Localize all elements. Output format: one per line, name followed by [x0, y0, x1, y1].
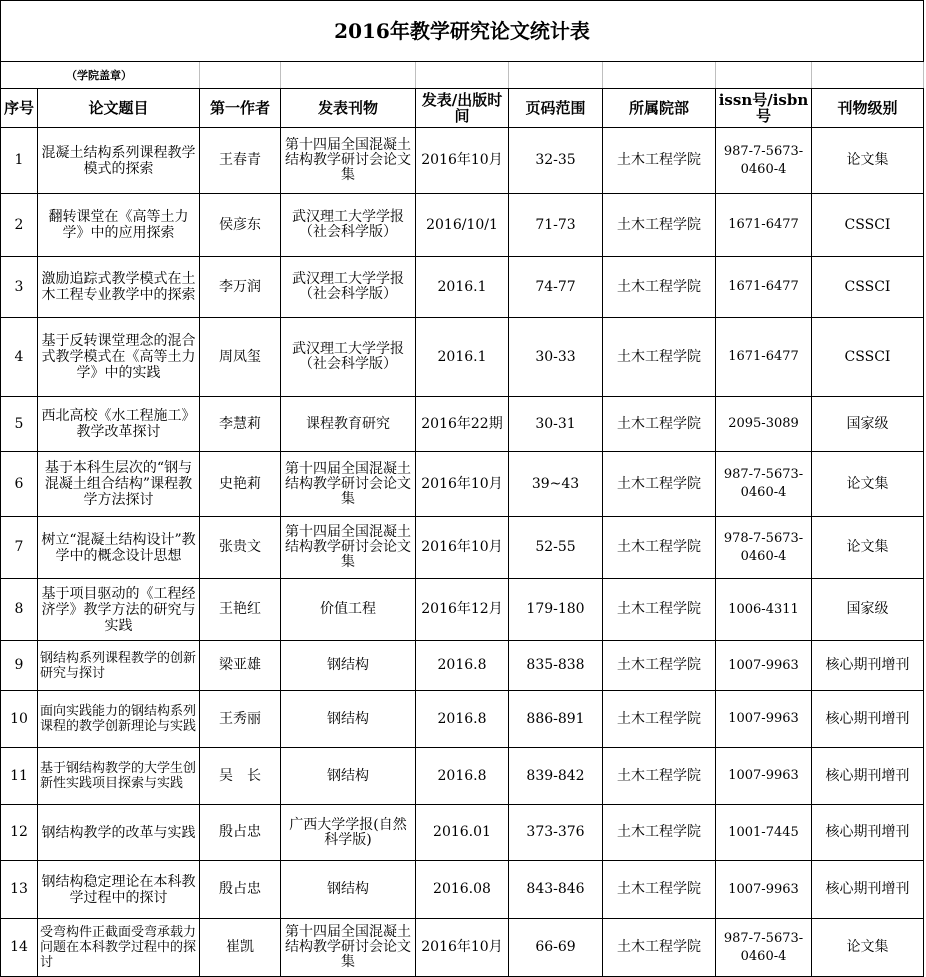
stamp-row: [1, 62, 924, 89]
cell-first-author: 王春青: [200, 128, 281, 194]
cell-journal-level: CSSCI: [812, 194, 924, 257]
cell-issn: 1007-9963: [716, 641, 812, 691]
table-row: [1, 257, 924, 318]
cell-issn: 1001-7445: [716, 805, 812, 861]
cell-page-range: 32-35: [509, 128, 603, 194]
cell-journal-level: CSSCI: [812, 257, 924, 318]
empty-cell: [200, 62, 281, 89]
cell-journal: 价值工程: [281, 579, 416, 641]
header-department: 所属院部: [603, 89, 716, 128]
college-stamp-label: （学院盖章）: [1, 62, 200, 89]
cell-journal: 钢结构: [281, 691, 416, 748]
empty-cell: [509, 62, 603, 89]
cell-journal-level: 国家级: [812, 397, 924, 452]
cell-paper-title: 西北高校《水工程施工》教学改革探讨: [38, 397, 200, 452]
cell-index: 8: [1, 579, 38, 641]
cell-first-author: 崔凯: [200, 919, 281, 977]
cell-issn: 1671-6477: [716, 194, 812, 257]
cell-publish-date: 2016.8: [416, 641, 509, 691]
cell-journal: 钢结构: [281, 641, 416, 691]
cell-paper-title: 树立“混凝土结构设计”教学中的概念设计思想: [38, 517, 200, 579]
cell-index: 1: [1, 128, 38, 194]
cell-first-author: 侯彦东: [200, 194, 281, 257]
header-page-range: 页码范围: [509, 89, 603, 128]
cell-paper-title: 基于反转课堂理念的混合式教学模式在《高等土力学》中的实践: [38, 318, 200, 397]
cell-index: 9: [1, 641, 38, 691]
table-row: [1, 194, 924, 257]
cell-page-range: 179-180: [509, 579, 603, 641]
cell-publish-date: 2016年10月: [416, 517, 509, 579]
cell-journal: 第十四届全国混凝土结构教学研讨会论文集: [281, 517, 416, 579]
cell-issn: 1007-9963: [716, 861, 812, 919]
cell-publish-date: 2016年10月: [416, 128, 509, 194]
cell-index: 12: [1, 805, 38, 861]
cell-issn: 1007-9963: [716, 748, 812, 805]
cell-issn: 1671-6477: [716, 257, 812, 318]
cell-page-range: 52-55: [509, 517, 603, 579]
cell-index: 11: [1, 748, 38, 805]
cell-department: 土木工程学院: [603, 805, 716, 861]
cell-publish-date: 2016.01: [416, 805, 509, 861]
cell-index: 4: [1, 318, 38, 397]
header-row: [1, 89, 924, 128]
table-row: [1, 861, 924, 919]
cell-department: 土木工程学院: [603, 128, 716, 194]
header-journal-level: 刊物级别: [812, 89, 924, 128]
cell-paper-title: 钢结构教学的改革与实践: [38, 805, 200, 861]
cell-journal-level: 论文集: [812, 517, 924, 579]
cell-first-author: 张贵文: [200, 517, 281, 579]
cell-publish-date: 2016.1: [416, 257, 509, 318]
header-paper-title: 论文题目: [38, 89, 200, 128]
header-issn: issn号/isbn号: [716, 89, 812, 128]
cell-paper-title: 激励追踪式教学模式在土木工程专业教学中的探索: [38, 257, 200, 318]
cell-first-author: 殷占忠: [200, 805, 281, 861]
cell-paper-title: 钢结构系列课程教学的创新研究与探讨: [38, 641, 200, 691]
cell-first-author: 李慧莉: [200, 397, 281, 452]
cell-department: 土木工程学院: [603, 691, 716, 748]
cell-journal-level: 核心期刊增刊: [812, 861, 924, 919]
cell-department: 土木工程学院: [603, 257, 716, 318]
cell-publish-date: 2016年22期: [416, 397, 509, 452]
cell-journal-level: 核心期刊增刊: [812, 691, 924, 748]
cell-first-author: 梁亚雄: [200, 641, 281, 691]
cell-journal: 钢结构: [281, 861, 416, 919]
cell-paper-title: 翻转课堂在《高等土力学》中的应用探索: [38, 194, 200, 257]
cell-first-author: 李万润: [200, 257, 281, 318]
cell-journal-level: 核心期刊增刊: [812, 805, 924, 861]
cell-journal: 第十四届全国混凝土结构教学研讨会论文集: [281, 919, 416, 977]
table-row: [1, 128, 924, 194]
cell-page-range: 39~43: [509, 452, 603, 517]
cell-index: 14: [1, 919, 38, 977]
empty-cell: [812, 62, 924, 89]
cell-issn: 1006-4311: [716, 579, 812, 641]
cell-journal: 武汉理工大学学报（社会科学版）: [281, 194, 416, 257]
cell-index: 7: [1, 517, 38, 579]
cell-first-author: 殷占忠: [200, 861, 281, 919]
table-row: [1, 691, 924, 748]
cell-page-range: 71-73: [509, 194, 603, 257]
cell-index: 13: [1, 861, 38, 919]
cell-page-range: 30-33: [509, 318, 603, 397]
cell-index: 3: [1, 257, 38, 318]
cell-page-range: 74-77: [509, 257, 603, 318]
cell-index: 5: [1, 397, 38, 452]
table-row: [1, 919, 924, 977]
table-row: [1, 579, 924, 641]
cell-journal: 第十四届全国混凝土结构教学研讨会论文集: [281, 128, 416, 194]
cell-paper-title: 面向实践能力的钢结构系列课程的教学创新理论与实践: [38, 691, 200, 748]
cell-paper-title: 基于项目驱动的《工程经济学》教学方法的研究与实践: [38, 579, 200, 641]
header-index: 序号: [1, 89, 38, 128]
cell-publish-date: 2016.8: [416, 748, 509, 805]
cell-department: 土木工程学院: [603, 579, 716, 641]
cell-journal: 课程教育研究: [281, 397, 416, 452]
cell-paper-title: 钢结构稳定理论在本科教学过程中的探讨: [38, 861, 200, 919]
cell-index: 6: [1, 452, 38, 517]
table-row: [1, 748, 924, 805]
cell-paper-title: 受弯构件正截面受弯承载力问题在本科教学过程中的探讨: [38, 919, 200, 977]
cell-issn: 2095-3089: [716, 397, 812, 452]
cell-issn: 1007-9963: [716, 691, 812, 748]
cell-paper-title: 混凝土结构系列课程教学模式的探索: [38, 128, 200, 194]
cell-first-author: 王艳红: [200, 579, 281, 641]
header-first-author: 第一作者: [200, 89, 281, 128]
cell-journal-level: 核心期刊增刊: [812, 748, 924, 805]
cell-index: 10: [1, 691, 38, 748]
header-publish-date: 发表/出版时间: [416, 89, 509, 128]
cell-journal-level: 论文集: [812, 128, 924, 194]
cell-paper-title: 基于本科生层次的“钢与混凝土组合结构”课程教学方法探讨: [38, 452, 200, 517]
cell-department: 土木工程学院: [603, 397, 716, 452]
cell-issn: 1671-6477: [716, 318, 812, 397]
cell-journal: 武汉理工大学学报（社会科学版）: [281, 257, 416, 318]
cell-department: 土木工程学院: [603, 318, 716, 397]
cell-journal: 钢结构: [281, 748, 416, 805]
table-row: [1, 452, 924, 517]
cell-publish-date: 2016.1: [416, 318, 509, 397]
cell-department: 土木工程学院: [603, 919, 716, 977]
cell-first-author: 王秀丽: [200, 691, 281, 748]
cell-page-range: 843-846: [509, 861, 603, 919]
table-row: [1, 641, 924, 691]
cell-journal: 武汉理工大学学报（社会科学版）: [281, 318, 416, 397]
table-title: 2016年教学研究论文统计表: [1, 1, 924, 62]
cell-page-range: 30-31: [509, 397, 603, 452]
cell-journal-level: 核心期刊增刊: [812, 641, 924, 691]
cell-publish-date: 2016/10/1: [416, 194, 509, 257]
cell-publish-date: 2016年12月: [416, 579, 509, 641]
cell-journal: 第十四届全国混凝土结构教学研讨会论文集: [281, 452, 416, 517]
cell-department: 土木工程学院: [603, 861, 716, 919]
cell-publish-date: 2016.8: [416, 691, 509, 748]
cell-journal-level: 国家级: [812, 579, 924, 641]
cell-journal-level: 论文集: [812, 919, 924, 977]
cell-department: 土木工程学院: [603, 194, 716, 257]
empty-cell: [603, 62, 716, 89]
cell-page-range: 835-838: [509, 641, 603, 691]
cell-first-author: 周凤玺: [200, 318, 281, 397]
cell-journal-level: CSSCI: [812, 318, 924, 397]
empty-cell: [716, 62, 812, 89]
table-row: [1, 318, 924, 397]
cell-department: 土木工程学院: [603, 517, 716, 579]
cell-page-range: 886-891: [509, 691, 603, 748]
cell-publish-date: 2016.08: [416, 861, 509, 919]
cell-department: 土木工程学院: [603, 452, 716, 517]
cell-first-author: 吴 长: [200, 748, 281, 805]
cell-issn: 987-7-5673-0460-4: [716, 919, 812, 977]
header-journal: 发表刊物: [281, 89, 416, 128]
empty-cell: [416, 62, 509, 89]
cell-page-range: 373-376: [509, 805, 603, 861]
cell-page-range: 839-842: [509, 748, 603, 805]
cell-journal-level: 论文集: [812, 452, 924, 517]
table-row: [1, 397, 924, 452]
cell-publish-date: 2016年10月: [416, 452, 509, 517]
cell-publish-date: 2016年10月: [416, 919, 509, 977]
table-row: [1, 517, 924, 579]
cell-journal: 广西大学学报(自然科学版): [281, 805, 416, 861]
cell-first-author: 史艳莉: [200, 452, 281, 517]
cell-issn: 987-7-5673-0460-4: [716, 452, 812, 517]
cell-index: 2: [1, 194, 38, 257]
cell-department: 土木工程学院: [603, 748, 716, 805]
cell-issn: 987-7-5673-0460-4: [716, 128, 812, 194]
cell-department: 土木工程学院: [603, 641, 716, 691]
cell-page-range: 66-69: [509, 919, 603, 977]
table-row: [1, 805, 924, 861]
cell-issn: 978-7-5673-0460-4: [716, 517, 812, 579]
empty-cell: [281, 62, 416, 89]
cell-paper-title: 基于钢结构教学的大学生创新性实践项目探索与实践: [38, 748, 200, 805]
